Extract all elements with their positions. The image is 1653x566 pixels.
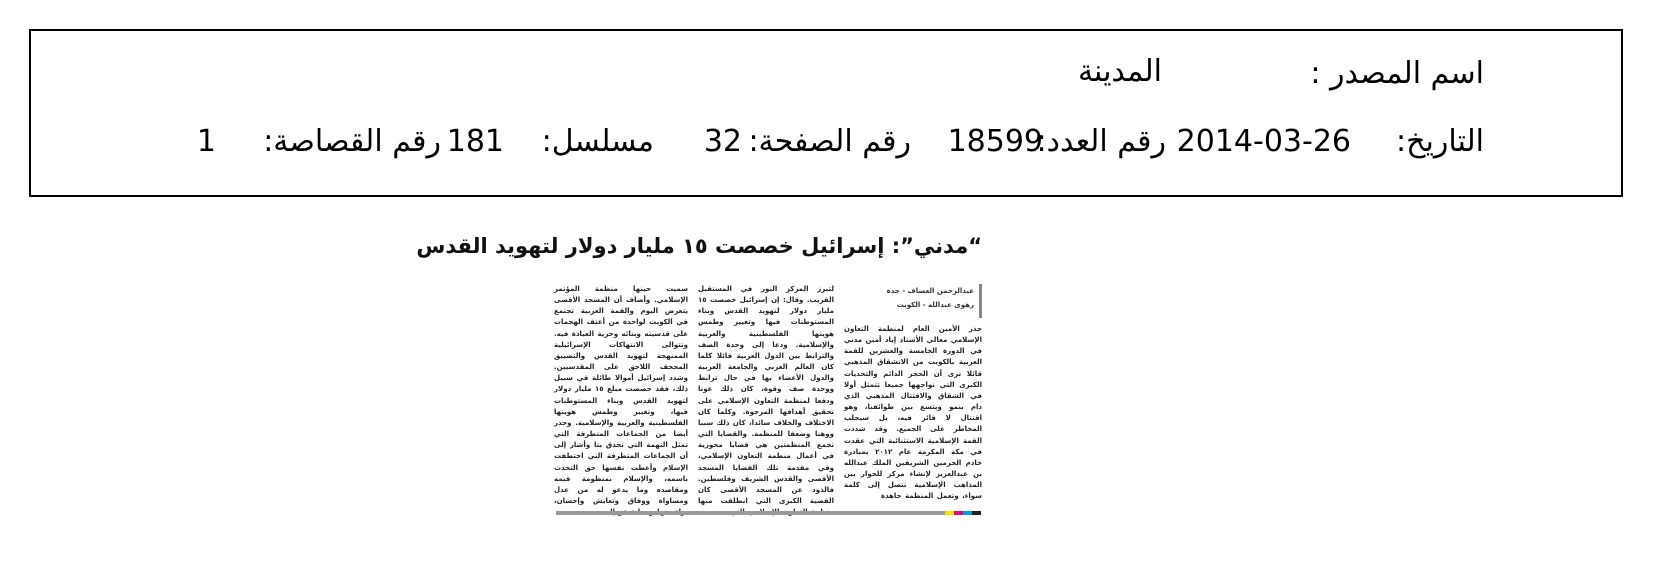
swatch-magenta <box>954 511 963 515</box>
article-column-3 <box>554 284 688 508</box>
serial-label: مسلسل: <box>541 124 654 159</box>
newspaper-clipping <box>416 232 982 522</box>
source-value: المدينة <box>1077 54 1162 89</box>
article-column-2 <box>698 284 834 508</box>
swatch-black <box>972 511 981 515</box>
article-headline: “مدني”: إسرائيل خصصت ١٥ مليار دولار لتهويد القدس <box>416 234 982 258</box>
article-byline <box>872 284 982 318</box>
date-label: التاريخ: <box>1396 124 1484 159</box>
column-1-text: حذر الأمين العام لمنظمة التعاون الإسلامي معالي الأستاذ إياد أمين مدني في الدورة الخامسة والعشرين للقمة العربية بالكويت من الانشقاق المذهبي قائلا نرى أن الحجر الدائم والتحديات الكبرى التي نواجهها جميعا تتمثل أولا في الشقاق والاقتتال المذهبي الذي دام بنمو ويتسع بين طوائفنا، وهو اقتتال لا فائز فيه، بل سيجلب المخاطر على الجميع. وقد شددت القمة الإسلامية الاستثنائية التي عقدت في مكة المكرمة عام ٢٠١٢ بمبادرة خادم الحرمين الشريفين الملك عبدالله بن عبدالعزيز لإنشاء مركز للحوار بين المذاهب الإسلامية تتصل إلى كلمة سواء، وتعمل المنظمة جاهدة <box>844 325 982 501</box>
page-label: رقم الصفحة: <box>748 124 911 159</box>
footer-grey-rule <box>556 511 945 515</box>
column-2-text: لتبرز المركز النور في المستقبل القريب. وقال: إن إسرائيل خصصت ١٥ مليار دولار لتهويد القدس وبناء المستوطنات فيها وتغيير وطمس هويتها الفلسطينية والعربية والإسلامية. ودعا إلى وحدة الصف والترابط بين الدول العربية قائلا كلما كان العالم العربي والجامعة العربية والدول الأعضاء بها في حال ترابط ووحدة صف وقوة، كان ذلك عونا ودفعا لمنظمة التعاون الإسلامي على تحقيق أهدافها المرجوة. وكلما كان الاختلاف والخلاف سائدا، كان ذلك سببا ووهنا وضعفا للمنظمة. والقضايا التي تجمع المنظمتين هي قضايا محورية في أعمال منظمة التعاون الإسلامي، وفي مقدمة تلك القضايا المسجد الأقصى والقدس الشريف وفلسطين. فالذود عن المسجد الأقصى كان القضية الكبرى التي انطلقت منها <box>698 285 834 505</box>
print-color-bar <box>556 511 981 515</box>
issue-label: رقم العدد: <box>1036 124 1166 159</box>
date-value: 2014-03-26 <box>1176 124 1351 159</box>
issue-value: 18599 <box>947 124 1043 159</box>
serial-value: 181 <box>446 124 504 159</box>
clip-label: رقم القصاصة: <box>263 124 441 159</box>
byline-line-1: عبدالرحمن العساف - جدة <box>886 287 974 295</box>
source-label: اسم المصدر : <box>1310 56 1484 91</box>
clip-value: 1 <box>196 124 216 159</box>
swatch-cyan <box>963 511 972 515</box>
byline-line-2: رهوى عبدالله - الكويت <box>896 301 974 309</box>
clipping-metadata-box <box>29 29 1623 197</box>
swatch-yellow <box>945 511 954 515</box>
article-column-1 <box>844 324 982 508</box>
column-3-text: سميت حينها منظمة المؤتمر الإسلامي. وأضاف أن المسجد الأقصى يتعرض اليوم والقمة العربية تجتمع في الكويت لواحدة من أعنف الهجمات على قدسيته وبنائه وحرية العبادة فيه. وتتوالى الانتهاكات الإسرائيلية الممنهجة لتهويد القدس والتضييق المجحف اللاحق على المقدسيين. وشدد إسرائيل أموالا طائلة في سبيل ذلك، فقد خصصت مبلغ ١٥ مليار دولار لتهويد القدس وبناء المستوطنات فيها، وتغيير وطمس هويتها الفلسطينية والعربية والإسلامية. وحذر أيضا من الجماعات المتطرفة التي تمثل التهمة التي تحدق بنا وأشار إلى أن الجماعات المتطرفة التي اختطفت الإسلام وأعطت نفسها حق التحدث باسمه، والإسلام بمنظومة قيمه ومقاصده وما يدعو له من عدل ومساواة ووفاق وتعايش وإحسان، <box>554 285 688 505</box>
page-value: 32 <box>703 124 742 159</box>
